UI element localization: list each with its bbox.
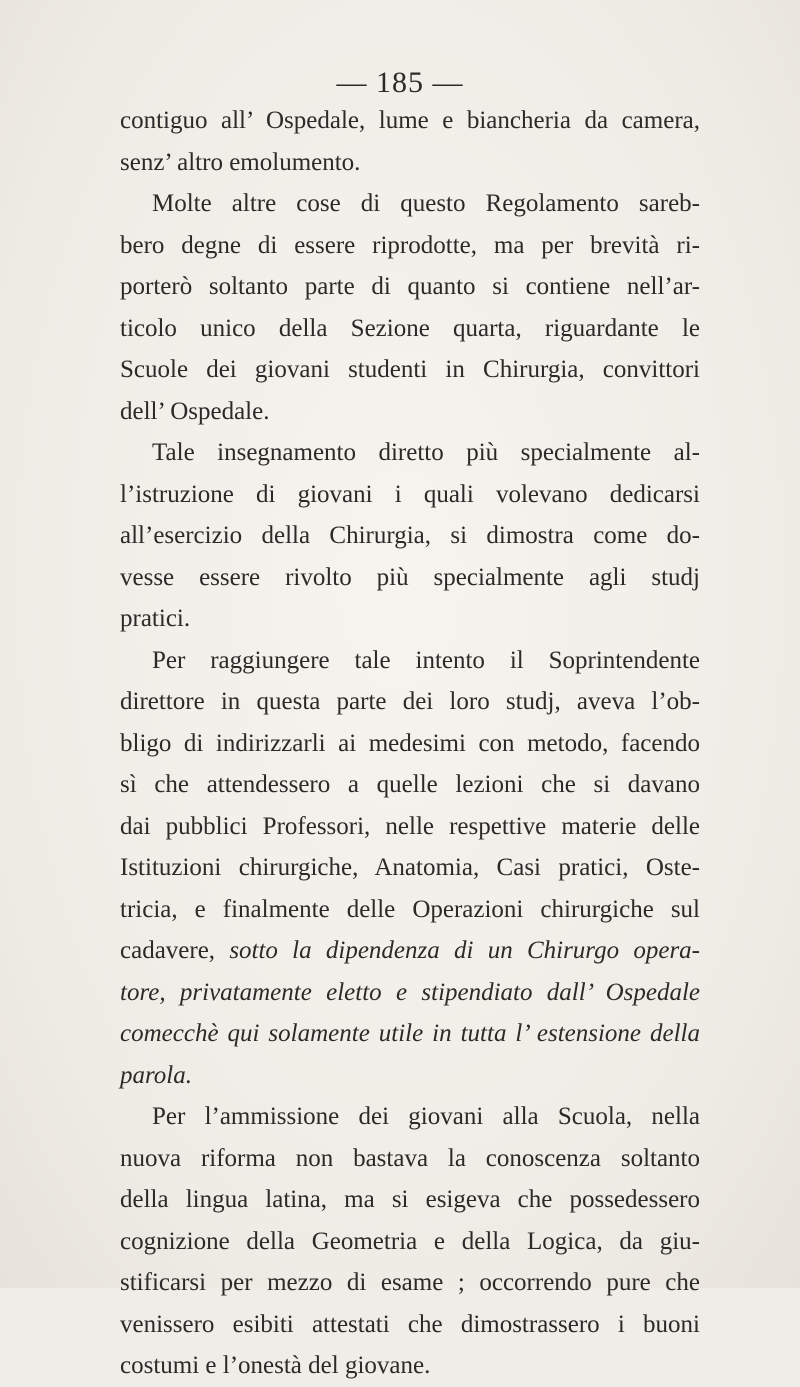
text-segment: cadavere,: [120, 937, 216, 964]
italic-text-segment: sotto la dipendenza di un Chirurgo opera-: [229, 937, 700, 964]
text-line: bligo di indirizzarli ai medesimi con metodo, facendo: [120, 729, 700, 757]
text-line: bero degne di essere riprodotte, ma per brevità ri-: [120, 231, 700, 259]
italic-text-line: tore, privatamente eletto e stipendiato dall’ Ospedale: [120, 978, 700, 1006]
text-line: dell’ Ospedale.: [120, 397, 270, 425]
paragraph-start-line: Tale insegnamento diretto più specialmente al-: [152, 439, 700, 466]
text-line: all’esercizio della Chirurgia, si dimostra come do-: [120, 522, 700, 549]
text-line: l’istruzione di giovani i quali volevano dedicarsi: [120, 480, 700, 508]
text-line: pratici.: [120, 605, 191, 632]
text-line: tricia, e finalmente delle Operazioni chirurgiche sul: [120, 895, 700, 923]
text-line: stificarsi per mezzo di esame ; occorrendo pure che: [120, 1269, 700, 1296]
text-line: dai pubblici Professori, nelle respettive materie delle: [120, 812, 700, 840]
text-line: costumi e l’onestà del giovane.: [120, 1352, 431, 1379]
text-line: sì che attendessero a quelle lezioni che si davano: [120, 771, 700, 798]
text-line: vesse essere rivolto più specialmente agli studj: [120, 563, 700, 591]
italic-text-line: parola.: [120, 1061, 192, 1089]
paragraph-start-line: Per raggiungere tale intento il Soprintendente: [152, 646, 700, 674]
paragraph-start-line: Molte altre cose di questo Regolamento sareb-: [152, 190, 700, 217]
mixed-style-line: [120, 930, 700, 972]
text-line: venissero esibiti attestati che dimostrassero i buoni: [120, 1310, 700, 1338]
page-number: — 185 —: [336, 66, 464, 99]
italic-text-line: comecchè qui solamente utile in tutta l’ estensione della: [120, 1020, 700, 1047]
text-line: della lingua latina, ma si esigeva che possedessero: [120, 1186, 700, 1213]
text-line: senz’ altro emolumento.: [120, 148, 361, 176]
paragraph-start-line: Per l’ammissione dei giovani alla Scuola, nella: [152, 1103, 700, 1130]
text-line: Istituzioni chirurgiche, Anatomia, Casi pratici, Oste-: [120, 854, 700, 881]
body-text: [120, 100, 700, 1387]
text-line: cognizione della Geometria e della Logica, da giu-: [120, 1227, 700, 1255]
text-line: ticolo unico della Sezione quarta, riguardante le: [120, 314, 700, 342]
text-line: nuova riforma non bastava la conoscenza soltanto: [120, 1144, 700, 1172]
text-line: contiguo all’ Ospedale, lume e biancheria da camera,: [120, 107, 700, 134]
text-line: porterò soltanto parte di quanto si contiene nell’ar-: [120, 273, 700, 300]
text-line: Scuole dei giovani studenti in Chirurgia, convittori: [120, 356, 700, 383]
text-line: direttore in questa parte dei loro studj, aveva l’ob-: [120, 688, 700, 715]
